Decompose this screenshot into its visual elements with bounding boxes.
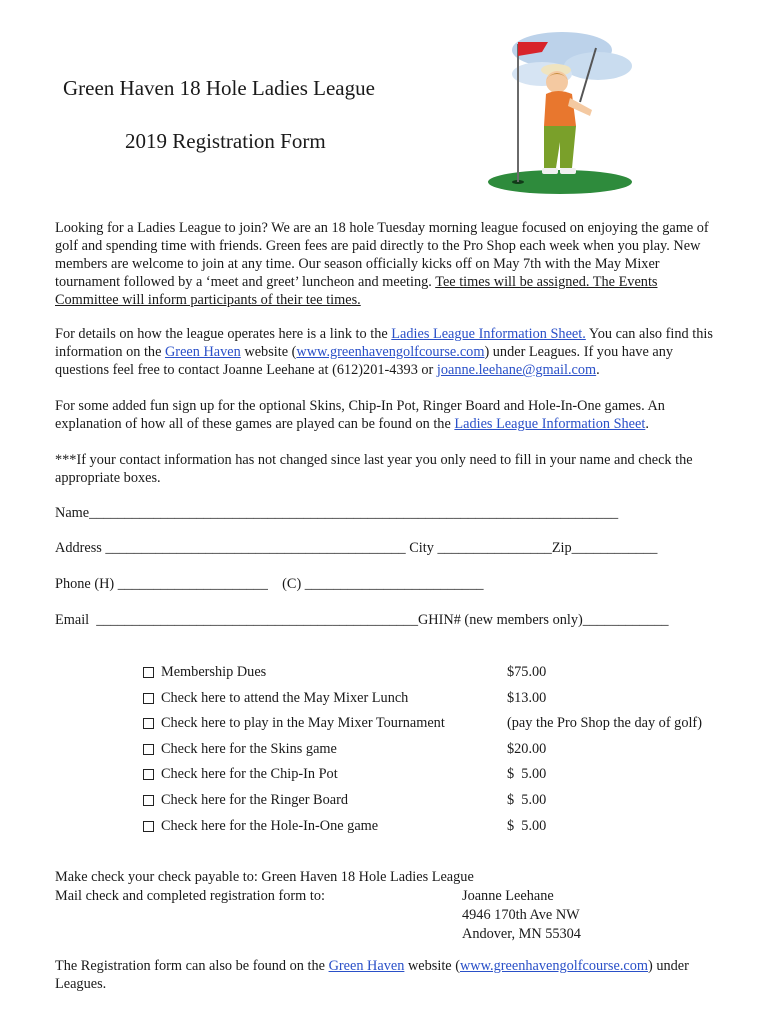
intro-paragraph (55, 219, 720, 309)
details-paragraph (55, 325, 720, 379)
option-price: $ 5.00 (507, 817, 547, 834)
footer-text-3: ) under Leagues. (55, 958, 689, 992)
footer-note (55, 957, 720, 993)
intro-text: Looking for a Ladies League to join? We are an 18 hole Tuesday morning league focused on enjoying the game of golf and spending time with friends. Green fees are paid directly to the Pro Shop each week when you play. New members are welcome to join at any time. Our season officially kicks off on May 7th with the May Mixer tournament followed by a ‘meet and greet’ luncheon and meeting. (55, 220, 709, 290)
footer-text-1: The Registration form can also be found on the (55, 958, 329, 974)
details-text-4: ) under Leagues. If you have any questions feel free to contact Joanne Leehane at (612)201-4393 or (55, 344, 674, 378)
golfer-head (546, 71, 568, 93)
details-text-5: . (596, 362, 600, 378)
option-price: $ 5.00 (507, 791, 547, 808)
tee-times-notice: Tee times will be assigned. The Events Committee will inform participants of their tee times. (55, 274, 658, 308)
option-row (143, 741, 743, 767)
option-label: Check here for the Ringer Board (161, 791, 348, 808)
footer-green-haven-link[interactable]: Green Haven (328, 958, 405, 974)
option-label: Check here for the Chip-In Pot (161, 766, 338, 783)
option-row (143, 766, 743, 792)
games-paragraph (55, 397, 720, 433)
mail-instructions: Mail check and completed registration form to: (55, 888, 325, 904)
option-price: $13.00 (507, 689, 547, 706)
games-info-sheet-link[interactable]: Ladies League Information Sheet (454, 416, 646, 432)
golfer-shirt (544, 91, 576, 126)
option-row (143, 818, 743, 844)
option-price: $20.00 (507, 740, 547, 757)
option-label: Membership Dues (161, 664, 267, 680)
details-text-1: For details on how the league operates here is a link to the (55, 326, 392, 342)
phone-field[interactable]: Phone (H) _____________________ (C) _________________________ (55, 576, 484, 592)
putting-green (488, 170, 632, 194)
name-field[interactable]: Name__________________________________________________________________________ (55, 505, 619, 521)
details-text-2: You can also find this information on the (55, 326, 713, 360)
option-label: Check here for the Skins game (161, 740, 337, 757)
golfer-pants (544, 126, 576, 168)
footer-text-2: website ( (404, 958, 460, 974)
address-city: Andover, MN 55304 (462, 926, 581, 942)
option-label: Check here for the Hole-In-One game (161, 817, 379, 834)
green-haven-link[interactable]: Green Haven (164, 344, 241, 360)
footer-website-link[interactable]: www.greenhavengolfcourse.com (459, 958, 649, 974)
email-field[interactable]: Email _____________________________________________GHIN# (new members only)____________ (55, 612, 669, 628)
checkbox[interactable] (143, 693, 154, 704)
page-subtitle: 2019 Registration Form (125, 129, 326, 153)
payable-line: Make check your check payable to: Green Haven 18 Hole Ladies League (55, 869, 474, 885)
info-sheet-link[interactable]: Ladies League Information Sheet. (391, 326, 586, 342)
details-text-3: website ( (240, 344, 297, 360)
options-list (143, 664, 743, 843)
checkbox[interactable] (143, 821, 154, 832)
contact-note: ***If your contact information has not changed since last year you only need to fill in your name and check the appropriate boxes. (55, 452, 693, 486)
option-label: Check here to play in the May Mixer Tournament (161, 715, 445, 732)
option-price: $75.00 (507, 664, 547, 680)
games-text-1: For some added fun sign up for the optional Skins, Chip-In Pot, Ringer Board and Hole-In-One games. An explanation of how all of these games are played can be found on the (55, 398, 665, 432)
checkbox[interactable] (143, 667, 154, 678)
games-text-2: . (645, 416, 649, 432)
page-title: Green Haven 18 Hole Ladies League (63, 76, 375, 100)
mailing-address (462, 887, 581, 944)
checkbox[interactable] (143, 718, 154, 729)
option-row (143, 664, 743, 690)
checkbox[interactable] (143, 795, 154, 806)
address-name: Joanne Leehane (462, 888, 554, 904)
lady-golfer-illustration (480, 30, 640, 200)
option-label: Check here to attend the May Mixer Lunch (161, 689, 409, 706)
golfer-shoe (560, 168, 576, 174)
option-price: (pay the Pro Shop the day of golf) (507, 715, 702, 732)
website-link[interactable]: www.greenhavengolfcourse.com (296, 344, 485, 360)
checkbox[interactable] (143, 769, 154, 780)
checkbox[interactable] (143, 744, 154, 755)
email-link[interactable]: joanne.leehane@gmail.com (436, 362, 597, 378)
option-row (143, 715, 743, 741)
option-row (143, 690, 743, 716)
address-field[interactable]: Address __________________________________________ City ________________Zip____________ (55, 540, 658, 556)
sky-cloud (564, 52, 632, 80)
address-street: 4946 170th Ave NW (462, 907, 580, 923)
option-price: $ 5.00 (507, 766, 547, 783)
option-row (143, 792, 743, 818)
golfer-shoe (542, 168, 558, 174)
